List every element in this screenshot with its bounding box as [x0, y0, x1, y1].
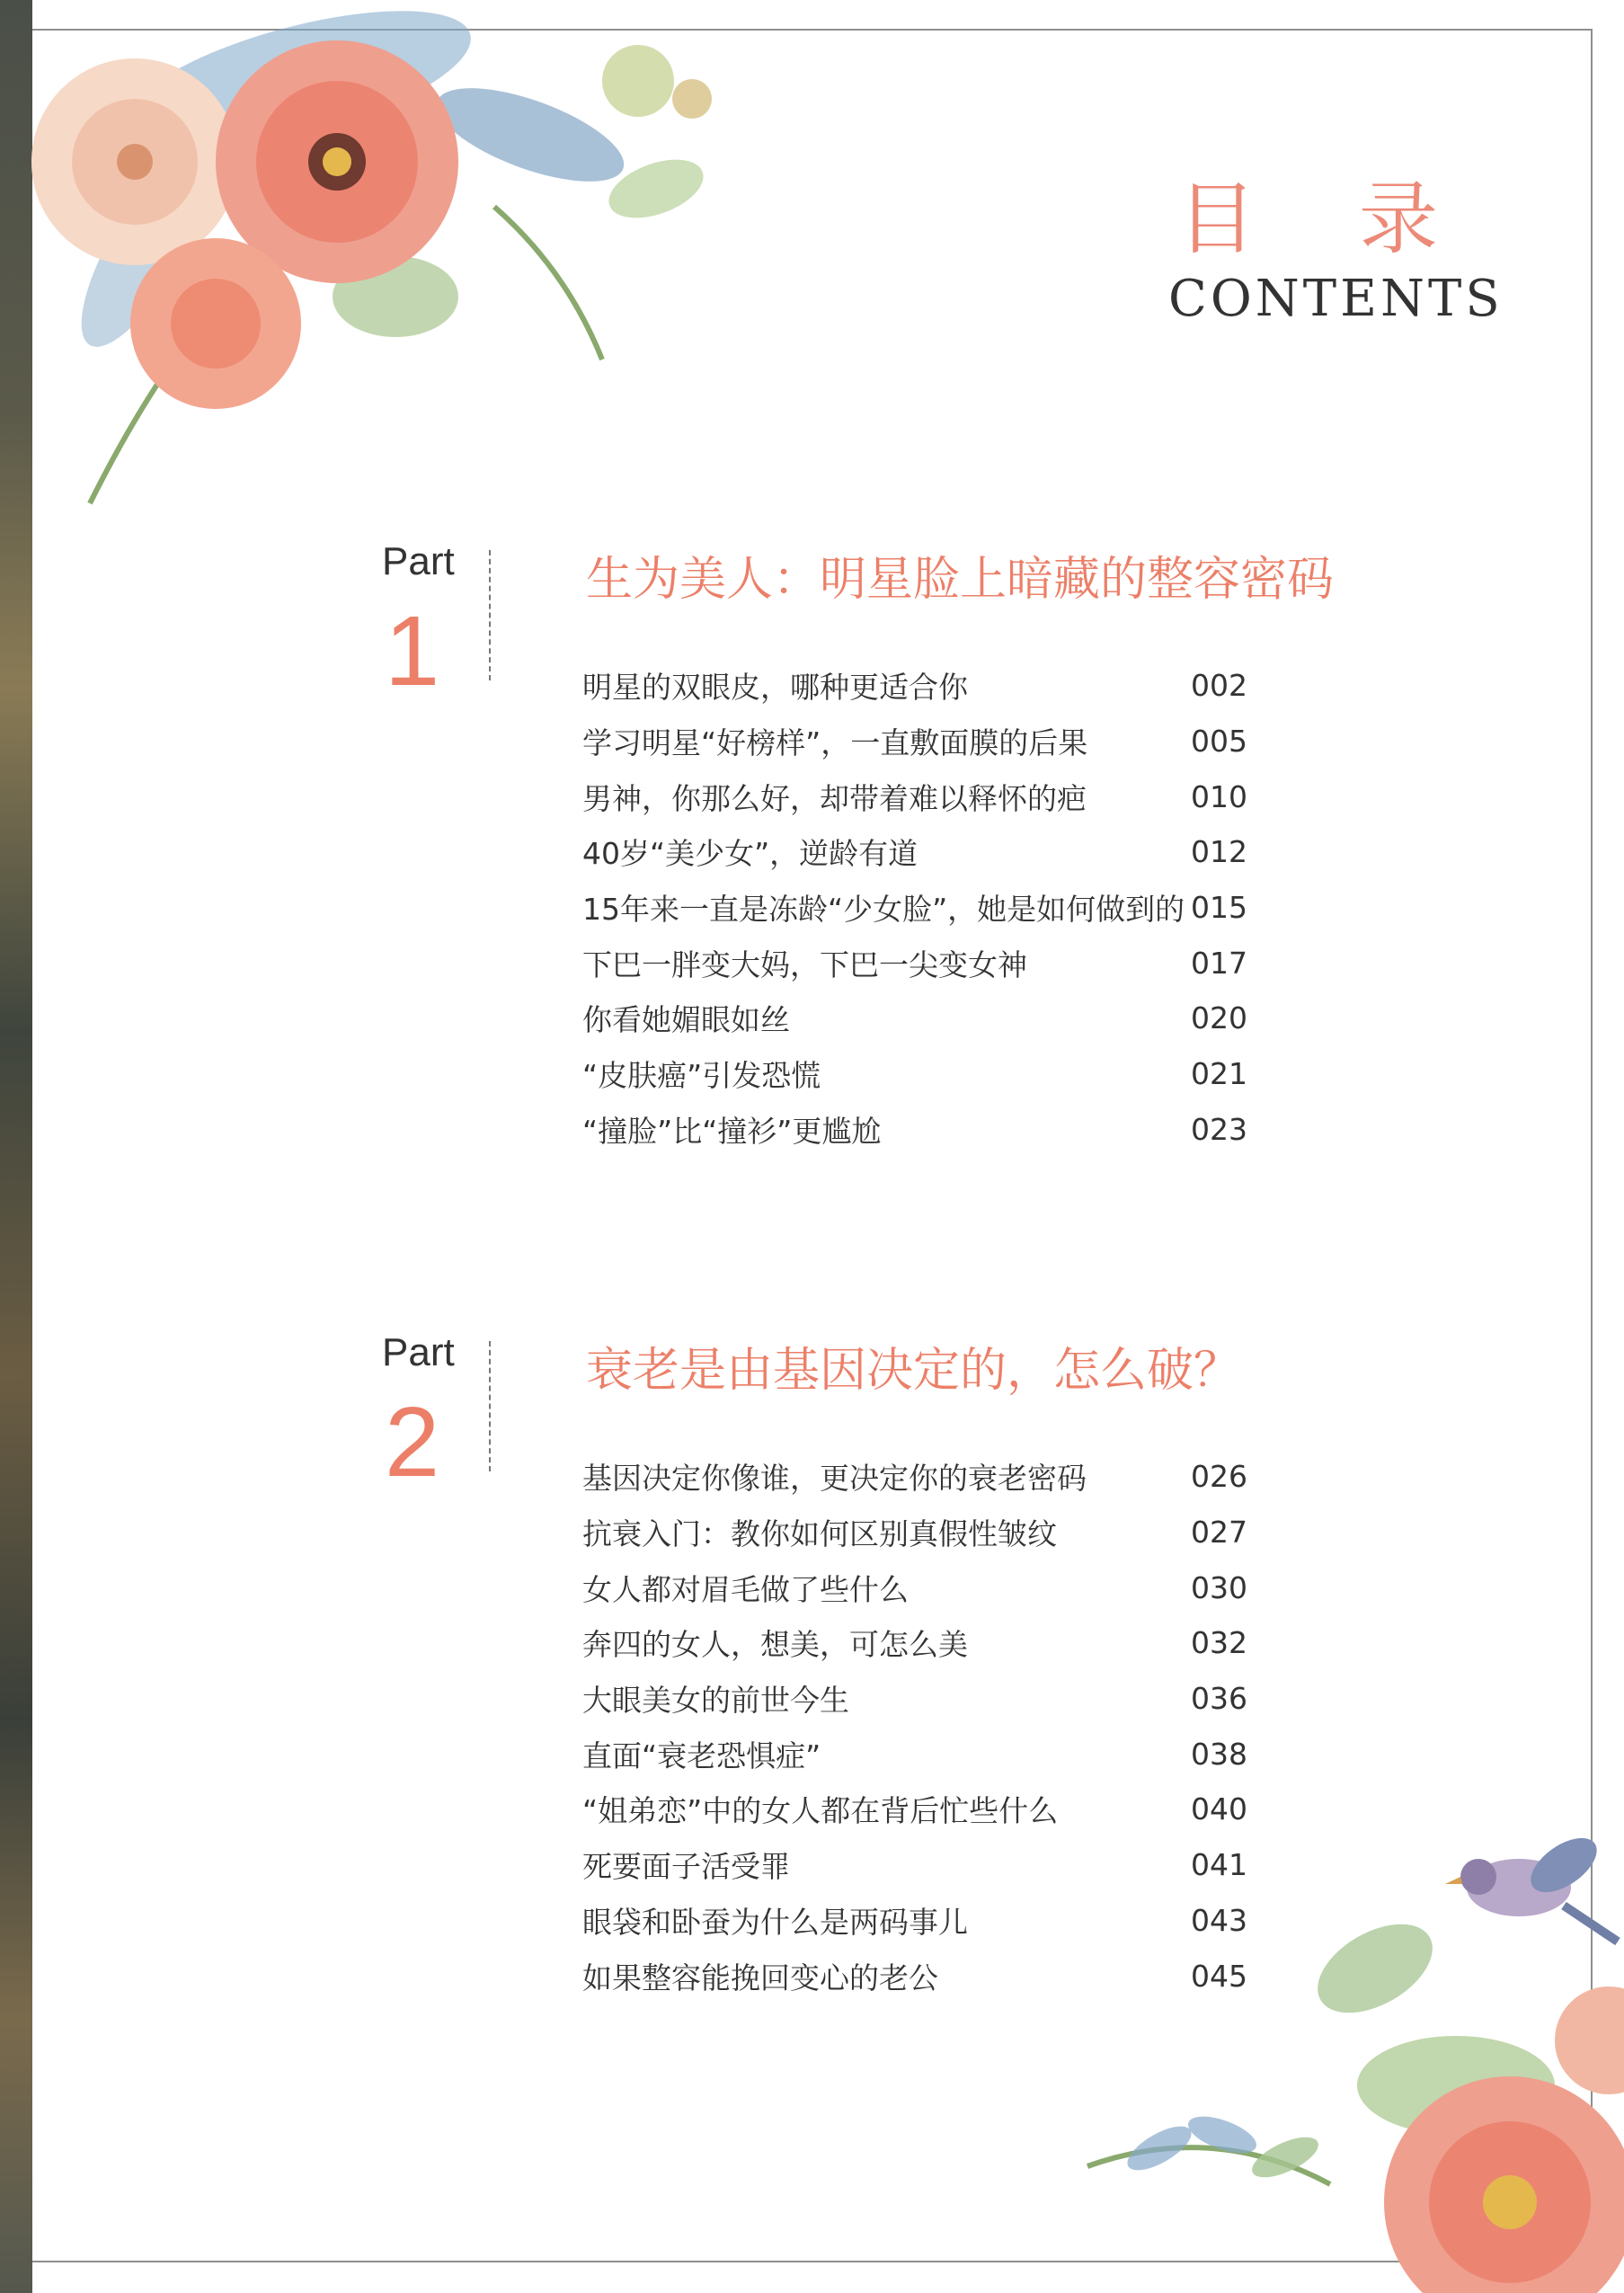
page-subtitle: CONTENTS: [1168, 270, 1504, 328]
toc-entry-page: 023: [1191, 1111, 1247, 1147]
toc-list: [582, 1449, 1247, 2004]
toc-entry[interactable]: [582, 1046, 1247, 1102]
toc-entry-title: 直面“衰老恐惧症”: [582, 1738, 821, 1773]
toc-entry-title: 明星的双眼皮，哪种更适合你: [582, 670, 968, 706]
toc-entry-title: 奔四的女人，想美，可怎么美: [582, 1627, 968, 1663]
toc-entry[interactable]: [582, 1782, 1247, 1837]
toc-entry[interactable]: [582, 1615, 1247, 1671]
toc-entry[interactable]: [582, 1726, 1247, 1782]
toc-entry-page: 032: [1191, 1625, 1247, 1661]
toc-entry[interactable]: [582, 991, 1247, 1046]
toc-list: [582, 658, 1247, 1157]
toc-entry[interactable]: [582, 714, 1247, 769]
toc-entry-title: 基因决定你像谁，更决定你的衰老密码: [582, 1461, 1087, 1497]
part-label: Part: [382, 539, 455, 583]
page-title-char-2: 录: [1358, 173, 1438, 265]
toc-entry-page: 030: [1191, 1569, 1247, 1605]
floral-decoration-top-left: [27, 0, 728, 539]
toc-entry-page: 015: [1191, 890, 1247, 926]
toc-entry-page: 020: [1191, 1000, 1247, 1036]
toc-entry[interactable]: [582, 1505, 1247, 1560]
section-title: 生为美人：明星脸上暗藏的整容密码: [586, 553, 1335, 607]
toc-entry-title: 你看她媚眼如丝: [582, 1002, 790, 1038]
page-title: [1177, 173, 1438, 265]
part-label: Part: [382, 1330, 455, 1374]
part-number: 2: [385, 1387, 440, 1498]
toc-entry-title: “皮肤癌”引发恐慌: [582, 1058, 821, 1094]
toc-entry[interactable]: [582, 1948, 1247, 2004]
toc-entry[interactable]: [582, 1671, 1247, 1727]
toc-entry-title: 抗衰入门：教你如何区别真假性皱纹: [582, 1516, 1057, 1552]
toc-entry[interactable]: [582, 880, 1247, 936]
section-title: 衰老是由基因决定的，怎么破？: [586, 1344, 1241, 1398]
toc-entry-page: 005: [1191, 724, 1247, 760]
toc-entry-title: 下巴一胖变大妈，下巴一尖变女神: [582, 947, 1027, 982]
toc-entry-title: 男神，你那么好，却带着难以释怀的疤: [582, 780, 1087, 816]
toc-entry-page: 010: [1191, 778, 1247, 814]
toc-entry-title: 眼袋和卧蚕为什么是两码事儿: [582, 1904, 968, 1940]
toc-entry-page: 036: [1191, 1681, 1247, 1717]
toc-entry-title: 大眼美女的前世今生: [582, 1683, 849, 1719]
part-divider: [489, 1341, 491, 1471]
part-number: 1: [385, 596, 440, 707]
toc-entry-page: 038: [1191, 1736, 1247, 1772]
toc-entry-page: 041: [1191, 1847, 1247, 1883]
page-title-char-1: 目: [1177, 173, 1257, 265]
toc-entry-title: 40岁“美少女”，逆龄有道: [582, 836, 918, 872]
toc-entry[interactable]: [582, 658, 1247, 714]
toc-entry-title: “撞脸”比“撞衫”更尴尬: [582, 1113, 882, 1149]
toc-entry-title: 15年来一直是冻龄“少女脸”，她是如何做到的: [582, 892, 1185, 928]
part-divider: [489, 550, 491, 680]
toc-entry-page: 040: [1191, 1791, 1247, 1827]
toc-entry[interactable]: [582, 1449, 1247, 1505]
toc-entry-title: 女人都对眉毛做了些什么: [582, 1571, 909, 1607]
toc-entry-page: 017: [1191, 945, 1247, 981]
toc-entry[interactable]: [582, 1893, 1247, 1949]
toc-entry[interactable]: [582, 769, 1247, 824]
toc-entry-page: 012: [1191, 834, 1247, 870]
toc-entry-title: 死要面子活受罪: [582, 1849, 790, 1885]
toc-entry[interactable]: [582, 935, 1247, 991]
toc-entry-title: 学习明星“好榜样”，一直敷面膜的后果: [582, 725, 1088, 761]
toc-entry-page: 043: [1191, 1902, 1247, 1938]
toc-entry[interactable]: [582, 824, 1247, 880]
toc-entry[interactable]: [582, 1102, 1247, 1158]
toc-entry-page: 027: [1191, 1515, 1247, 1551]
toc-entry[interactable]: [582, 1560, 1247, 1615]
toc-entry-page: 026: [1191, 1459, 1247, 1495]
toc-entry-page: 045: [1191, 1958, 1247, 1994]
toc-entry-page: 021: [1191, 1056, 1247, 1092]
toc-entry-page: 002: [1191, 668, 1247, 704]
toc-entry-title: “姐弟恋”中的女人都在背后忙些什么: [582, 1793, 1059, 1829]
toc-entry-title: 如果整容能挽回变心的老公: [582, 1960, 938, 1995]
toc-entry[interactable]: [582, 1837, 1247, 1893]
